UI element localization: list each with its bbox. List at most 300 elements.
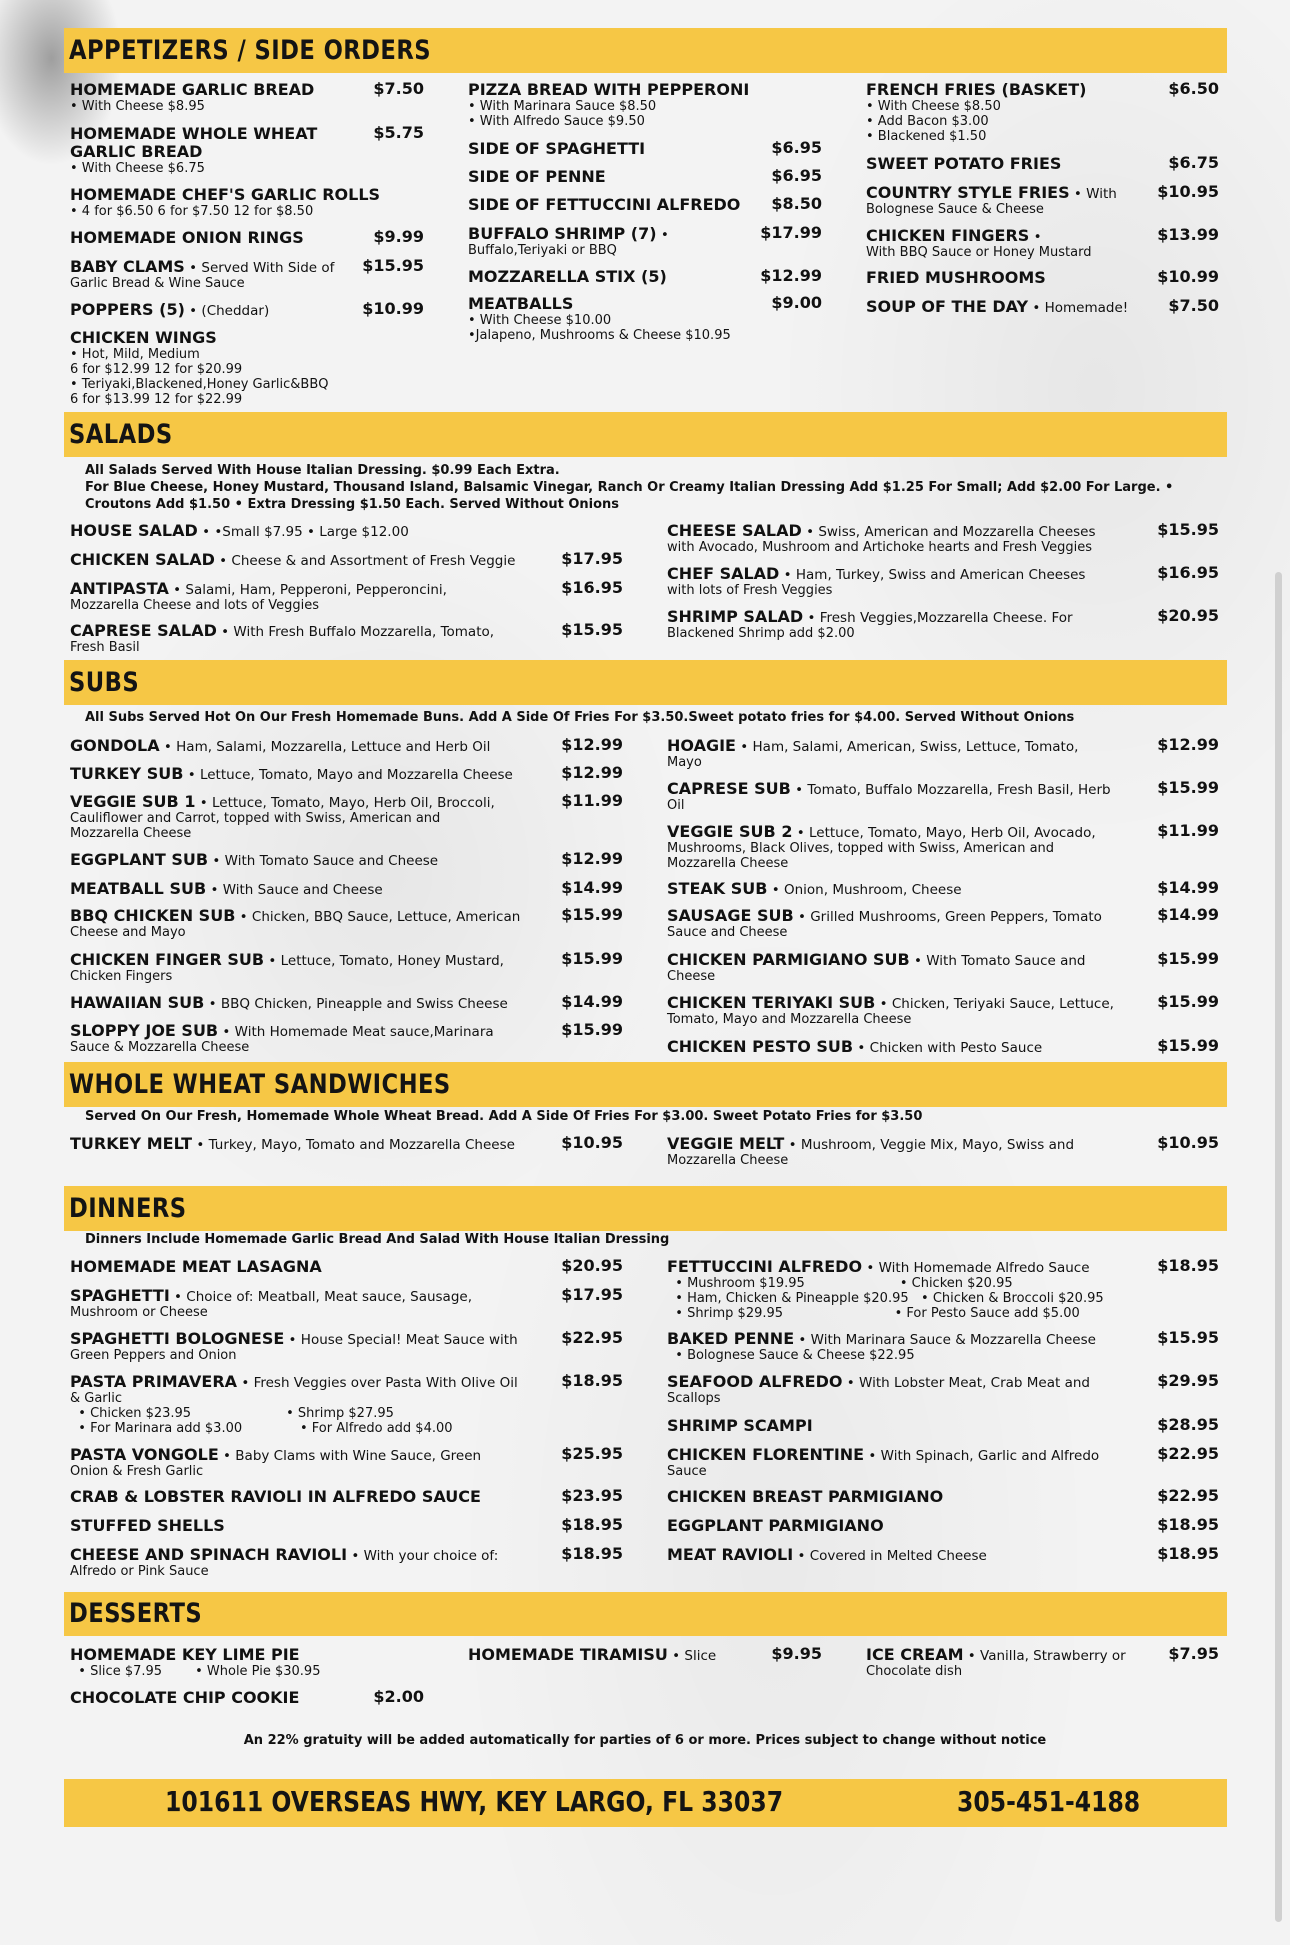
item-price: $11.99: [561, 791, 623, 810]
menu-item: [468, 294, 768, 343]
item-detail: 6 for $12.99 12 for $20.99: [70, 362, 243, 377]
item-description: • With Lobster Meat, Crab Meat and: [842, 1375, 1090, 1391]
item-description: • With your choice of:: [347, 1548, 499, 1564]
item-price: $6.75: [1168, 153, 1219, 172]
menu-item: [70, 1688, 400, 1707]
menu-item: [70, 300, 400, 319]
item-name: FETTUCCINI ALFREDO: [667, 1257, 863, 1276]
item-price: $9.00: [771, 293, 822, 312]
item-description: • With Marinara Sauce & Mozzarella Cheese: [794, 1332, 1096, 1348]
item-name: CHICKEN WINGS: [70, 328, 217, 347]
item-description: • Lettuce, Tomato, Mayo and Mozzarella Cheese: [183, 767, 513, 783]
item-detail: • With Alfredo Sauce $9.50: [468, 114, 645, 129]
item-price: $20.95: [1157, 606, 1219, 625]
item-name: HAWAIIAN SUB: [70, 993, 205, 1012]
menu-item: [667, 1516, 1147, 1535]
menu-item: [70, 621, 560, 655]
item-name: VEGGIE SUB 2: [667, 822, 793, 841]
item-price: $7.50: [1168, 296, 1219, 315]
item-description: • Swiss, American and Mozzarella Cheeses: [801, 524, 1096, 540]
item-detail: 6 for $13.99 12 for $22.99: [70, 392, 243, 407]
section-title: WHOLE WHEAT SANDWICHES: [69, 1069, 451, 1100]
item-detail: • With Marinara Sauce $8.50: [468, 99, 657, 114]
menu-item: [70, 228, 400, 247]
item-price: $12.99: [760, 266, 822, 285]
item-description: • With Sauce and Cheese: [206, 882, 383, 898]
item-detail: • Chicken $23.95 • Shrimp $27.95: [70, 1406, 394, 1421]
sandwiches-note: Served On Our Fresh, Homemade Whole Wheat Bread. Add A Side Of Fries For $3.00. Sweet Potato Fries for $3.50: [85, 1109, 923, 1124]
item-price: $20.95: [561, 1256, 623, 1275]
item-detail: Chicken Fingers: [70, 969, 173, 984]
menu-item: [866, 1645, 1166, 1679]
item-name: SHRIMP SCAMPI: [667, 1416, 813, 1435]
item-detail: Scallops: [667, 1391, 721, 1406]
item-description: • With Homemade Alfredo Sauce: [862, 1260, 1090, 1276]
item-name: CAPRESE SUB: [667, 779, 791, 798]
item-name: CHICKEN SALAD: [70, 550, 215, 569]
item-description: • Vanilla, Strawberry or: [963, 1648, 1126, 1664]
scrollbar[interactable]: [1275, 572, 1282, 1922]
item-detail: Sauce & Mozzarella Cheese: [70, 1040, 250, 1055]
menu-item: [70, 850, 560, 869]
item-price: $25.95: [561, 1444, 623, 1463]
item-name: FRIED MUSHROOMS: [866, 268, 1046, 287]
item-price: $12.99: [1157, 735, 1219, 754]
item-name: HOMEMADE TIRAMISU: [468, 1645, 668, 1664]
item-price: $6.95: [771, 166, 822, 185]
item-name: SIDE OF FETTUCCINI ALFREDO: [468, 195, 741, 214]
menu-item: [667, 1445, 1147, 1479]
item-price: $29.95: [1157, 1371, 1219, 1390]
item-description: • Turkey, Mayo, Tomato and Mozzarella Cheese: [192, 1137, 515, 1153]
item-name: ICE CREAM: [866, 1645, 964, 1664]
item-name: PIZZA BREAD WITH PEPPERONI: [468, 80, 750, 99]
menu-item: [468, 195, 768, 214]
item-detail: •Jalapeno, Mushrooms & Cheese $10.95: [468, 328, 731, 343]
item-description: •: [1029, 229, 1042, 245]
menu-item: [667, 1416, 1147, 1435]
item-name: MOZZARELLA STIX (5): [468, 267, 667, 286]
item-name: FRENCH FRIES (BASKET): [866, 80, 1087, 99]
item-description: • Homemade!: [1028, 300, 1129, 316]
item-price: $10.95: [561, 1133, 623, 1152]
item-detail: • Hot, Mild, Medium: [70, 347, 200, 362]
item-price: $14.99: [561, 878, 623, 897]
salads-header: [64, 412, 1227, 457]
salads-note-3: Croutons Add $1.50 • Extra Dressing $1.50 Each. Served Without Onions: [85, 497, 620, 512]
item-price: $9.99: [373, 227, 424, 246]
item-price: $10.95: [1157, 182, 1219, 201]
item-name: CHEESE AND SPINACH RAVIOLI: [70, 1545, 348, 1564]
menu-item: [70, 1487, 560, 1506]
sandwiches-header: [64, 1062, 1227, 1107]
item-description: • Chicken, BBQ Sauce, Lettuce, American: [235, 909, 521, 925]
menu-item: [70, 124, 400, 176]
item-price: $16.95: [1157, 563, 1219, 582]
menu-item: [667, 879, 1147, 898]
menu-item: [70, 1329, 560, 1363]
item-price: $15.95: [362, 256, 424, 275]
item-description: • Fresh Veggies,Mozzarella Cheese. For: [803, 610, 1073, 626]
item-price: $23.95: [561, 1486, 623, 1505]
item-detail: Blackened Shrimp add $2.00: [667, 626, 855, 641]
item-price: $15.99: [561, 1020, 623, 1039]
item-name: CHICKEN FLORENTINE: [667, 1445, 865, 1464]
menu-item: [667, 906, 1147, 940]
item-name: POPPERS (5): [70, 300, 185, 319]
item-name: MEATBALLS: [468, 294, 574, 313]
item-price: $10.99: [1157, 267, 1219, 286]
item-name: SAUSAGE SUB: [667, 906, 794, 925]
item-price: $18.95: [1157, 1256, 1219, 1275]
menu-item: [667, 736, 1147, 770]
item-price: $17.99: [760, 223, 822, 242]
item-detail: • Mushroom $19.95 • Chicken $20.95: [667, 1276, 1013, 1291]
footer-phone: 305-451-4188: [957, 1785, 1141, 1818]
item-detail: Mozzarella Cheese: [667, 856, 789, 871]
item-name: SPAGHETTI: [70, 1286, 170, 1305]
item-name: CHICKEN PESTO SUB: [667, 1037, 854, 1056]
item-name: STUFFED SHELLS: [70, 1516, 225, 1535]
menu-item: [468, 80, 768, 129]
menu-item: [866, 154, 1166, 173]
item-price: $13.99: [1157, 225, 1219, 244]
item-price: $14.99: [561, 992, 623, 1011]
menu-item: [468, 139, 768, 158]
item-detail: • Ham, Chicken & Pineapple $20.95 • Chicken & Broccoli $20.95: [667, 1291, 1104, 1306]
section-title: DESSERTS: [69, 1598, 203, 1629]
item-detail: Garlic Bread & Wine Sauce: [70, 276, 245, 291]
item-detail: Mozzarella Cheese: [70, 826, 192, 841]
menu-item: [70, 1445, 560, 1479]
item-description: • With Tomato Sauce and Cheese: [208, 853, 439, 869]
item-description: • Ham, Turkey, Swiss and American Cheeses: [779, 567, 1086, 583]
footer-band: [64, 1779, 1227, 1827]
menu-item: [667, 521, 1147, 555]
item-price: $6.95: [771, 138, 822, 157]
item-price: $12.99: [561, 763, 623, 782]
section-title: DINNERS: [69, 1193, 187, 1224]
menu-item: [70, 1257, 560, 1276]
item-price: $17.95: [561, 1285, 623, 1304]
item-price: $14.99: [1157, 878, 1219, 897]
item-name: VEGGIE SUB 1: [70, 792, 196, 811]
menu-item: [667, 993, 1147, 1027]
item-detail: Bolognese Sauce & Cheese: [866, 202, 1044, 217]
item-detail: Mushroom or Cheese: [70, 1305, 208, 1320]
menu-item: [866, 80, 1166, 144]
item-price: $10.95: [1157, 1133, 1219, 1152]
dinners-header: [64, 1186, 1227, 1231]
item-detail: Cheese and Mayo: [70, 925, 186, 940]
menu-item: [70, 579, 560, 613]
item-price: $15.95: [1157, 520, 1219, 539]
item-name: VEGGIE MELT: [667, 1134, 785, 1153]
item-detail: • With Cheese $10.00: [468, 313, 612, 328]
item-name: EGGPLANT PARMIGIANO: [667, 1516, 884, 1535]
item-name: HOMEMADE MEAT LASAGNA: [70, 1257, 322, 1276]
item-name: BAKED PENNE: [667, 1329, 795, 1348]
item-description: • Fresh Veggies over Pasta With Olive Oil: [237, 1375, 518, 1391]
menu-item: [70, 764, 560, 783]
item-description: • With Homemade Meat sauce,Marinara: [218, 1024, 494, 1040]
item-name: GONDOLA: [70, 736, 160, 755]
desserts-header: [64, 1592, 1227, 1636]
item-name: BBQ CHICKEN SUB: [70, 906, 236, 925]
menu-item: [70, 550, 560, 569]
section-title: SALADS: [69, 419, 173, 450]
item-name: SLOPPY JOE SUB: [70, 1021, 219, 1040]
item-detail: • With Cheese $8.50: [866, 99, 1001, 114]
item-description: • Lettuce, Tomato, Mayo, Herb Oil, Broccoli,: [195, 795, 495, 811]
item-description: • With Spinach, Garlic and Alfredo: [864, 1448, 1100, 1464]
subs-note: All Subs Served Hot On Our Fresh Homemade Buns. Add A Side Of Fries For $3.50.Sweet potato fries for $4.00. Served Without Onions: [85, 710, 1075, 725]
menu-item: [667, 1545, 1147, 1564]
menu-item: [667, 1487, 1147, 1506]
item-price: $8.50: [771, 194, 822, 213]
item-price: $5.75: [373, 123, 424, 142]
item-name: EGGPLANT SUB: [70, 850, 209, 869]
item-detail: Mozzarella Cheese: [667, 1153, 789, 1168]
item-name: PASTA PRIMAVERA: [70, 1372, 238, 1391]
item-name: SOUP OF THE DAY: [866, 297, 1029, 316]
item-name: CHICKEN TERIYAKI SUB: [667, 993, 876, 1012]
menu-item: [667, 1257, 1147, 1321]
item-name: SPAGHETTI BOLOGNESE: [70, 1329, 285, 1348]
item-description: • Choice of: Meatball, Meat sauce, Sausage,: [169, 1289, 472, 1305]
item-name: TURKEY SUB: [70, 764, 184, 783]
salads-note-1: All Salads Served With House Italian Dressing. $0.99 Each Extra.: [85, 463, 560, 478]
item-detail: Fresh Basil: [70, 640, 140, 655]
item-name: CHOCOLATE CHIP COOKIE: [70, 1688, 300, 1707]
item-description: • Ham, Salami, American, Swiss, Lettuce, Tomato,: [735, 739, 1079, 755]
item-name: HOMEMADE KEY LIME PIE: [70, 1645, 300, 1664]
item-price: $16.95: [561, 578, 623, 597]
item-price: $28.95: [1157, 1415, 1219, 1434]
dinners-note: Dinners Include Homemade Garlic Bread And Salad With House Italian Dressing: [85, 1232, 670, 1247]
item-price: $22.95: [1157, 1444, 1219, 1463]
menu-item: [70, 950, 560, 984]
item-name: SEAFOOD ALFREDO: [667, 1372, 843, 1391]
item-detail: • With Cheese $6.75: [70, 161, 205, 176]
menu-item: [70, 328, 400, 407]
item-detail: • Slice $7.95 • Whole Pie $30.95: [70, 1664, 321, 1679]
menu-item: [70, 1545, 560, 1579]
menu-item: [70, 1372, 560, 1436]
menu-item: [70, 906, 560, 940]
item-detail: Onion & Fresh Garlic: [70, 1464, 204, 1479]
item-name: BABY CLAMS: [70, 257, 185, 276]
item-detail: with lots of Fresh Veggies: [667, 583, 833, 598]
item-detail: Green Peppers and Onion: [70, 1348, 237, 1363]
menu-item: [70, 736, 560, 755]
item-price: $15.95: [1157, 1328, 1219, 1347]
item-detail: • With Cheese $8.95: [70, 99, 205, 114]
item-name: HOMEMADE WHOLE WHEAT: [70, 124, 318, 143]
item-price: $15.99: [561, 905, 623, 924]
item-name: HOMEMADE GARLIC BREAD: [70, 80, 315, 99]
item-detail: • For Marinara add $3.00 • For Alfredo add $4.00: [70, 1421, 453, 1436]
item-name: HOUSE SALAD: [70, 521, 198, 540]
item-name: CHICKEN FINGERS: [866, 226, 1030, 245]
item-name: CHICKEN BREAST PARMIGIANO: [667, 1487, 944, 1506]
item-price: $15.99: [561, 949, 623, 968]
item-name: CHEESE SALAD: [667, 521, 802, 540]
item-price: $18.95: [1157, 1544, 1219, 1563]
menu-item: [667, 1037, 1147, 1056]
item-detail: Mozzarella Cheese and lots of Veggies: [70, 598, 319, 613]
item-name: COUNTRY STYLE FRIES: [866, 183, 1070, 202]
item-description: • Served With Side of: [184, 260, 335, 276]
section-title: SUBS: [69, 667, 140, 698]
menu-item: [70, 1645, 400, 1679]
menu-item: [667, 1329, 1147, 1363]
menu-item: [70, 879, 560, 898]
menu-item: [667, 779, 1147, 813]
item-name: MEAT RAVIOLI: [667, 1545, 794, 1564]
subs-header: [64, 660, 1227, 705]
menu-item: [70, 80, 400, 114]
item-detail: Sauce: [667, 1464, 707, 1479]
item-detail: Cheese: [667, 969, 716, 984]
item-price: $7.95: [1168, 1644, 1219, 1663]
item-description: • Ham, Salami, Mozzarella, Lettuce and Herb Oil: [159, 739, 491, 755]
menu-item: [70, 1021, 560, 1055]
item-detail: • Shrimp $29.95 • For Pesto Sauce add $5.00: [667, 1306, 1080, 1321]
item-price: $22.95: [1157, 1486, 1219, 1505]
menu-item: [70, 185, 400, 219]
menu-item: [468, 224, 768, 258]
item-name: BUFFALO SHRIMP (7): [468, 224, 657, 243]
item-description: • Covered in Melted Cheese: [793, 1548, 987, 1564]
item-name: CRAB & LOBSTER RAVIOLI IN ALFREDO SAUCE: [70, 1487, 481, 1506]
item-price: $18.95: [1157, 1515, 1219, 1534]
item-price: $15.99: [1157, 949, 1219, 968]
item-description: • Lettuce, Tomato, Mayo, Herb Oil, Avocado,: [792, 825, 1096, 841]
menu-item: [468, 267, 768, 286]
item-description: • With: [1069, 186, 1117, 202]
item-description: • With Fresh Buffalo Mozzarella, Tomato,: [216, 624, 495, 640]
menu-item: [866, 268, 1166, 287]
item-name: CHEF SALAD: [667, 564, 780, 583]
item-description: • Baby Clams with Wine Sauce, Green: [218, 1448, 482, 1464]
item-description: • Onion, Mushroom, Cheese: [767, 882, 962, 898]
menu-item: [667, 1372, 1147, 1406]
item-description: • Lettuce, Tomato, Honey Mustard,: [264, 953, 504, 969]
section-title: APPETIZERS / SIDE ORDERS: [69, 35, 431, 66]
item-description: • (Cheddar): [184, 303, 270, 319]
menu-item: [667, 607, 1147, 641]
menu-item: [70, 1286, 560, 1320]
item-name: CHICKEN PARMIGIANO SUB: [667, 950, 910, 969]
gratuity-note: An 22% gratuity will be added automatically for parties of 6 or more. Prices subject to change without notice: [243, 1733, 1047, 1748]
item-price: $11.99: [1157, 821, 1219, 840]
item-price: $15.99: [1157, 778, 1219, 797]
item-price: $14.99: [1157, 905, 1219, 924]
item-name: STEAK SUB: [667, 879, 768, 898]
menu-item: [667, 1134, 1147, 1168]
item-detail: Buffalo,Teriyaki or BBQ: [468, 243, 617, 258]
item-description: •: [656, 227, 669, 243]
menu-item: [866, 226, 1166, 260]
menu-item: [667, 564, 1147, 598]
item-name: SIDE OF SPAGHETTI: [468, 139, 646, 158]
menu-item: [667, 950, 1147, 984]
menu-item: [70, 1134, 560, 1153]
item-price: $15.95: [561, 620, 623, 639]
item-description: • Chicken with Pesto Sauce: [853, 1040, 1043, 1056]
item-name: HOMEMADE CHEF'S GARLIC ROLLS: [70, 185, 381, 204]
item-detail: • Bolognese Sauce & Cheese $22.95: [667, 1348, 915, 1363]
menu-item: [70, 521, 560, 540]
menu-item: [468, 1645, 768, 1664]
item-description: • Cheese & and Assortment of Fresh Veggie: [214, 553, 516, 569]
item-price: $7.50: [373, 79, 424, 98]
item-price: $15.99: [1157, 992, 1219, 1011]
item-description: • Grilled Mushrooms, Green Peppers, Tomato: [793, 909, 1102, 925]
salads-note-2: For Blue Cheese, Honey Mustard, Thousand Island, Balsamic Vinegar, Ranch Or Creamy Italian Dressing Add $1.25 For Small; Add $2.00 For Large. •: [85, 480, 1174, 495]
item-detail: Chocolate dish: [866, 1664, 963, 1679]
item-detail: With BBQ Sauce or Honey Mustard: [866, 245, 1092, 260]
item-name: TURKEY MELT: [70, 1134, 193, 1153]
item-detail: Mushrooms, Black Olives, topped with Swiss, American and: [667, 841, 1055, 856]
item-price: $10.99: [362, 299, 424, 318]
item-detail: • Add Bacon $3.00: [866, 114, 989, 129]
item-name: GARLIC BREAD: [70, 142, 203, 161]
item-price: $12.99: [561, 735, 623, 754]
menu-item: [468, 167, 768, 186]
item-price: $17.95: [561, 549, 623, 568]
item-description: • Mushroom, Veggie Mix, Mayo, Swiss and: [784, 1137, 1075, 1153]
item-name: HOAGIE: [667, 736, 736, 755]
item-description: • •Small $7.95 • Large $12.00: [197, 524, 409, 540]
item-price: $18.95: [561, 1515, 623, 1534]
item-price: $22.95: [561, 1328, 623, 1347]
item-name: CAPRESE SALAD: [70, 621, 217, 640]
item-price: $12.99: [561, 849, 623, 868]
item-detail: Mayo: [667, 755, 702, 770]
item-name: ANTIPASTA: [70, 579, 169, 598]
item-description: • Chicken, Teriyaki Sauce, Lettuce,: [875, 996, 1114, 1012]
menu-item: [667, 822, 1147, 871]
item-description: • Salami, Ham, Pepperoni, Pepperoncini,: [168, 582, 447, 598]
menu-item: [70, 993, 560, 1012]
footer-address: 101611 OVERSEAS HWY, KEY LARGO, FL 33037: [165, 1785, 784, 1818]
menu-item: [70, 1516, 560, 1535]
menu-item: [866, 297, 1166, 316]
appetizers-header: [64, 28, 1227, 73]
item-detail: Sauce and Cheese: [667, 925, 788, 940]
item-name: MEATBALL SUB: [70, 879, 207, 898]
item-price: $18.95: [561, 1544, 623, 1563]
item-description: • Tomato, Buffalo Mozzarella, Fresh Basil, Herb: [790, 782, 1111, 798]
item-name: SIDE OF PENNE: [468, 167, 606, 186]
item-name: PASTA VONGOLE: [70, 1445, 219, 1464]
item-price: $9.95: [771, 1644, 822, 1663]
item-detail: Alfredo or Pink Sauce: [70, 1564, 209, 1579]
item-detail: • Teriyaki,Blackened,Honey Garlic&BBQ: [70, 377, 329, 392]
item-name: HOMEMADE ONION RINGS: [70, 228, 304, 247]
item-name: SHRIMP SALAD: [667, 607, 804, 626]
item-price: $18.95: [561, 1371, 623, 1390]
item-name: CHICKEN FINGER SUB: [70, 950, 265, 969]
item-description: • Slice: [667, 1648, 717, 1664]
item-detail: • Blackened $1.50: [866, 129, 987, 144]
item-detail: Oil: [667, 798, 685, 813]
menu-item: [866, 183, 1166, 217]
item-detail: & Garlic: [70, 1391, 123, 1406]
item-detail: Cauliflower and Carrot, topped with Swiss, American and: [70, 811, 441, 826]
